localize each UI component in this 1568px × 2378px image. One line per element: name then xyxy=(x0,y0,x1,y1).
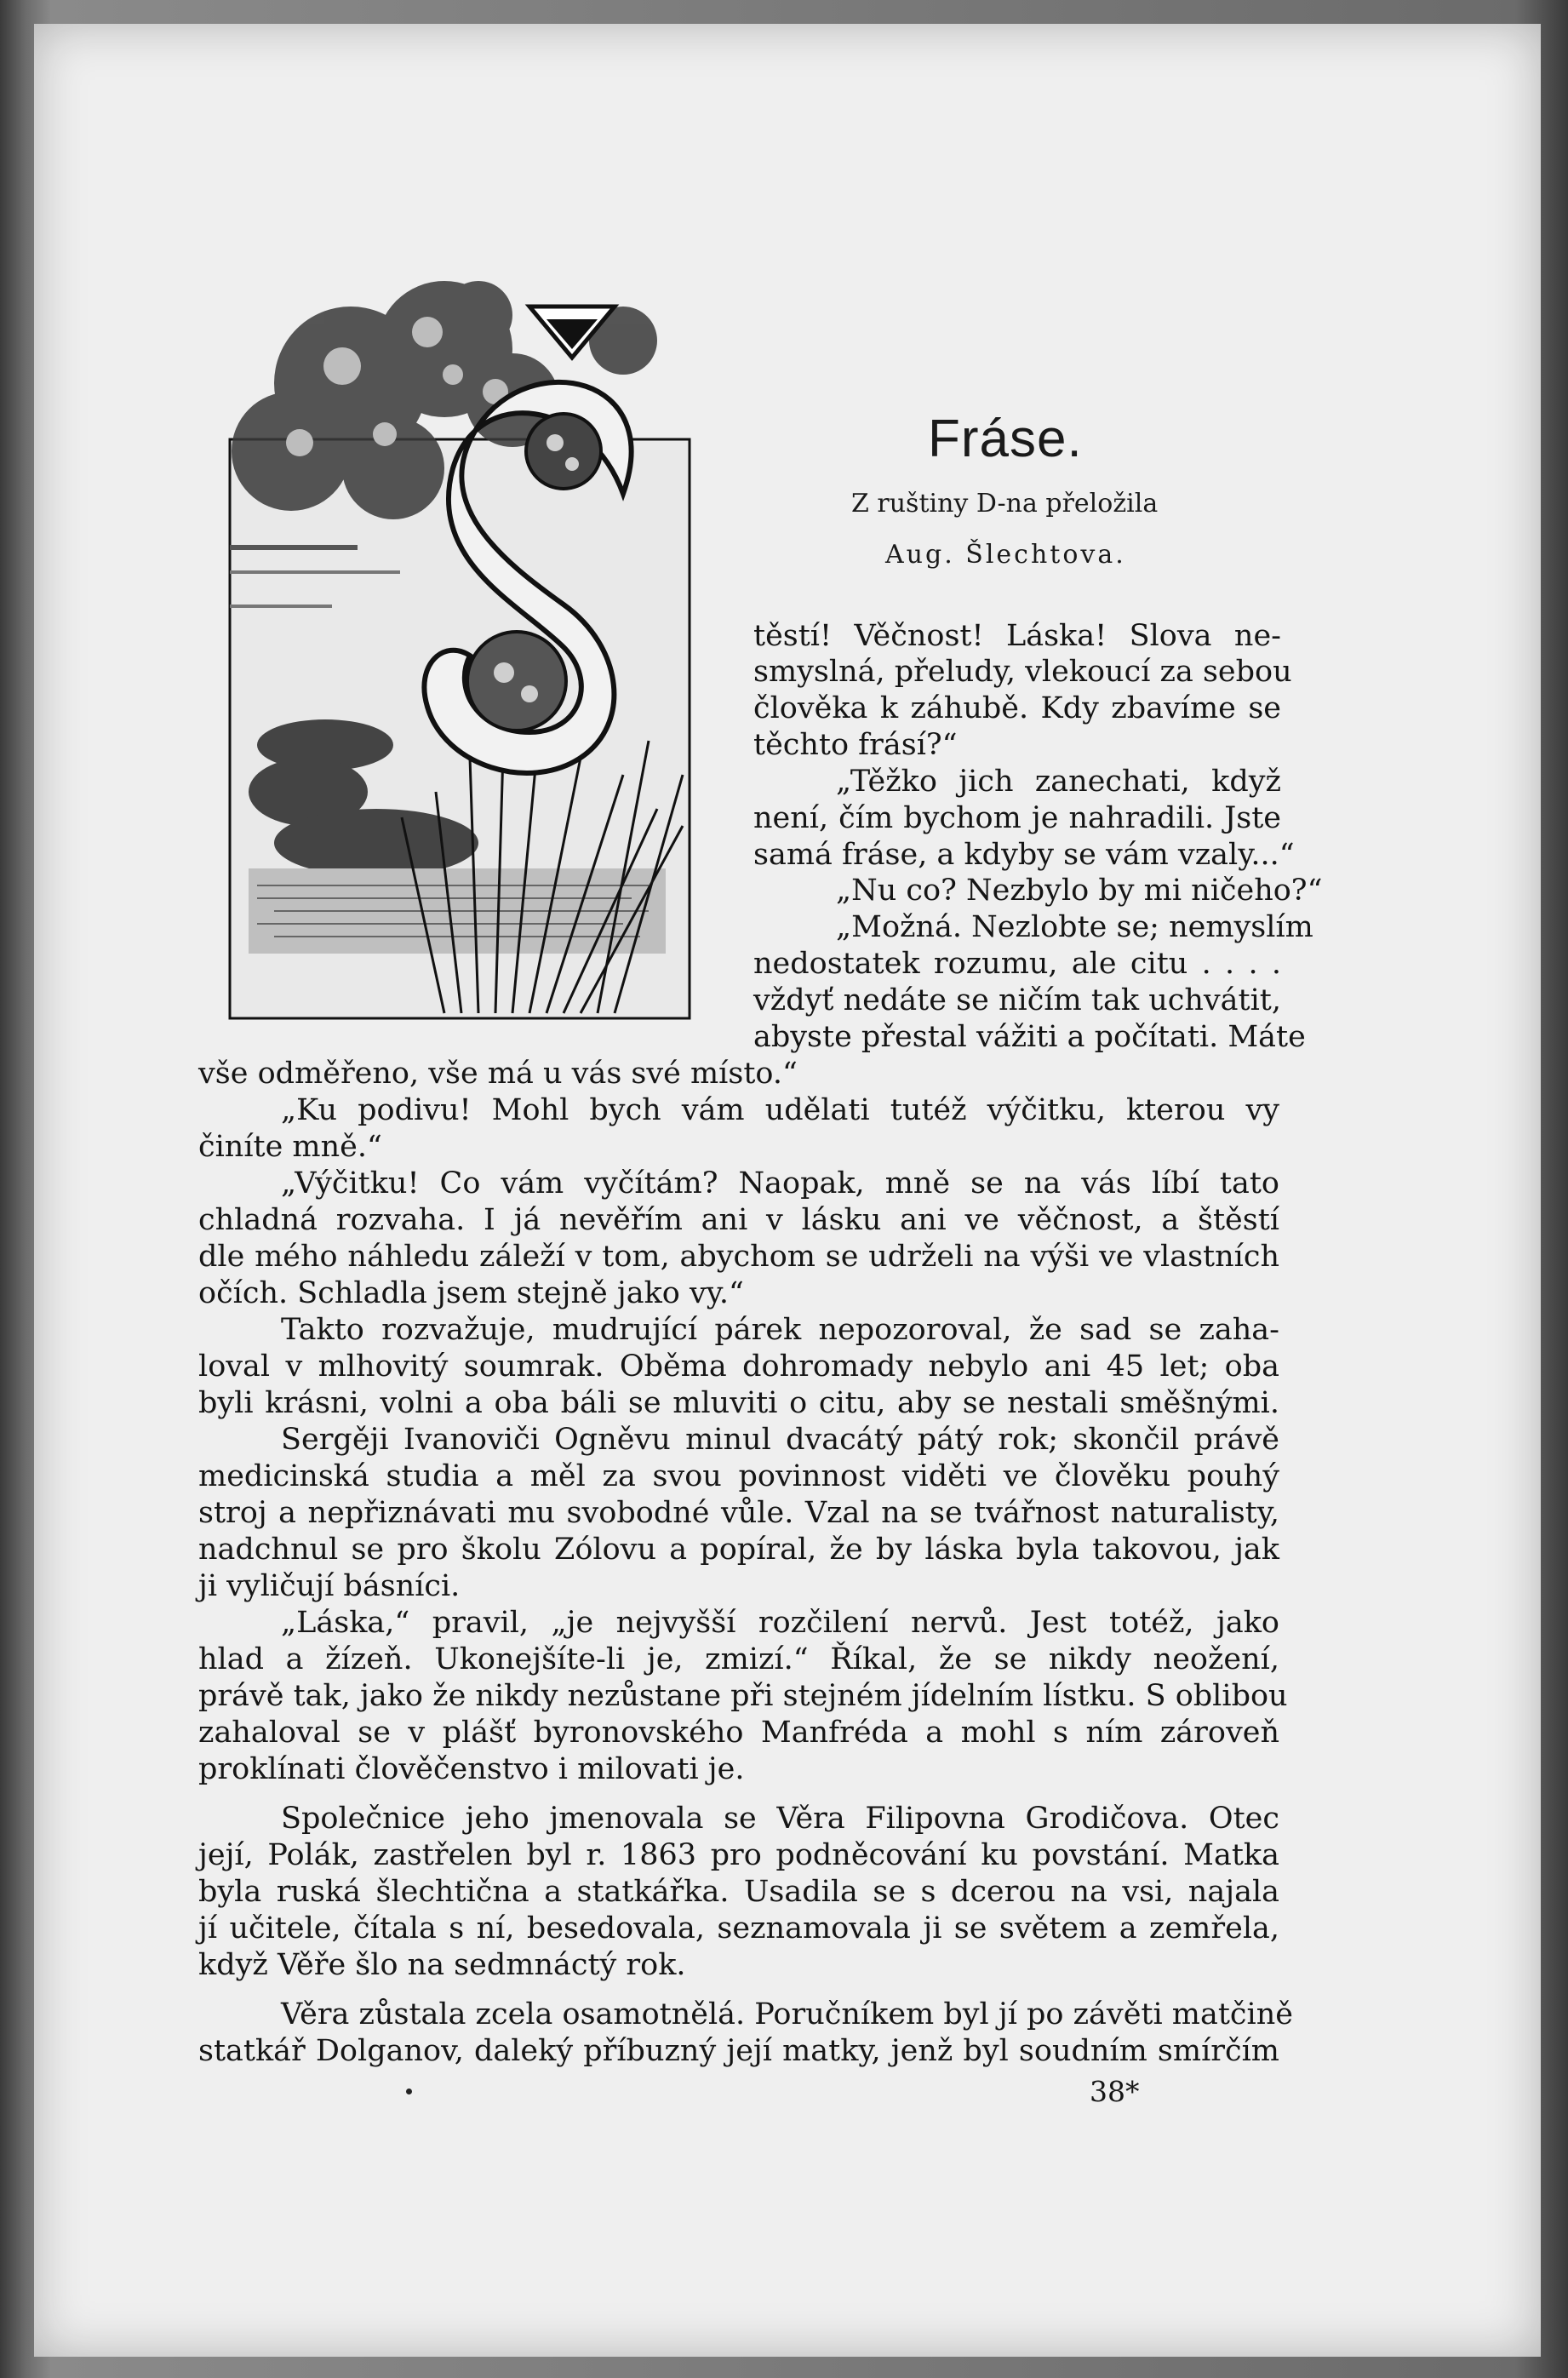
text-line: Věra zůstala zcela osamotnělá. Poručníkem byl jí po závěti matčině xyxy=(281,1997,1293,2031)
text-line: loval v mlhovitý soumrak. Oběma dohromady nebylo ani 45 let; oba xyxy=(198,1349,1279,1384)
text-line: zahaloval se v plášť byronovského Manfréda a mohl s ním zároveň xyxy=(198,1716,1279,1750)
text-line: není, čím bychom je nahradili. Jste xyxy=(753,801,1281,835)
text-line: činíte mně.“ xyxy=(198,1130,382,1164)
text-line: byli krásni, volni a oba báli se mluviti o citu, aby se nestali směšnými. xyxy=(198,1386,1279,1420)
text-line: dle mého náhledu záleží v tom, abychom se udrželi na výši ve vlastních xyxy=(198,1240,1279,1274)
text-line: Společnice jeho jmenovala se Věra Filipovna Grodičova. Otec xyxy=(281,1802,1279,1836)
text-line: Takto rozvažuje, mudrující párek nepozoroval, že sad se zaha- xyxy=(281,1313,1279,1347)
text-line: „Výčitku! Co vám vyčítám? Naopak, mně se na vás líbí tato xyxy=(281,1166,1279,1200)
text-line: statkář Dolganov, daleký příbuzný její matky, jenž byl soudním smírčím xyxy=(198,2034,1279,2068)
printer-dot-mark xyxy=(406,2089,412,2094)
text-line: těstí! Věčnost! Láska! Slova ne- xyxy=(753,619,1281,653)
text-line: právě tak, jako že nikdy nezůstane při stejném jídelním lístku. S oblibou xyxy=(198,1679,1288,1713)
text-line: „Láska,“ pravil, „je nejvyšší rozčilení nervů. Jest totéž, jako xyxy=(281,1606,1279,1640)
text-line: její, Polák, zastřelen byl r. 1863 pro podněcování ku povstání. Matka xyxy=(198,1838,1279,1872)
text-line: abyste přestal vážiti a počítati. Máte xyxy=(753,1020,1306,1054)
text-line: Sergěji Ivanoviči Ogněvu minul dvacátý pátý rok; skončil právě xyxy=(281,1423,1279,1457)
decorative-initial-letter xyxy=(223,281,732,1027)
text-line: vždyť nedáte se ničím tak uchvátit, xyxy=(753,983,1281,1017)
text-line: člověka k záhubě. Kdy zbavíme se xyxy=(753,691,1281,725)
translator-name: Aug. Šlechtova. xyxy=(885,540,1126,570)
text-line: očích. Schladla jsem stejně jako vy.“ xyxy=(198,1276,744,1310)
text-line: samá fráse, a kdyby se vám vzaly...“ xyxy=(753,838,1295,872)
text-line: proklínati člověčenstvo i milovati je. xyxy=(198,1752,745,1786)
text-line: stroj a nepřiznávati mu svobodné vůle. Vzal na se tvářnost naturalisty, xyxy=(198,1496,1279,1530)
text-line: „Nu co? Nezbylo by mi ničeho?“ xyxy=(836,874,1323,908)
text-line: vše odměřeno, vše má u vás své místo.“ xyxy=(198,1057,798,1091)
text-line: když Věře šlo na sedmnáctý rok. xyxy=(198,1948,686,1982)
text-line: chladná rozvaha. I já nevěřím ani v lásku ani ve věčnost, a štěstí xyxy=(198,1203,1279,1237)
text-line: ji vyličují básníci. xyxy=(198,1569,461,1603)
article-title: Fráse. xyxy=(928,410,1083,468)
text-line: byla ruská šlechtična a statkářka. Usadila se s dcerou na vsi, najala xyxy=(198,1875,1279,1909)
page-number: 38* xyxy=(1090,2075,1140,2108)
text-line: smyslná, přeludy, vlekoucí za sebou xyxy=(753,655,1292,689)
text-line: nadchnul se pro školu Zólovu a popíral, že by láska byla takovou, jak xyxy=(198,1533,1279,1567)
article-subtitle: Z ruštiny D-na přeložila xyxy=(851,489,1159,519)
text-line: těchto frásí?“ xyxy=(753,728,958,762)
text-line: jí učitele, čítala s ní, besedovala, seznamovala ji se světem a zemřela, xyxy=(198,1911,1279,1945)
text-line: hlad a žízeň. Ukonejšíte-li je, zmizí.“ Říkal, že se nikdy neožení, xyxy=(198,1642,1279,1676)
text-line: nedostatek rozumu, ale citu . . . . xyxy=(753,947,1281,981)
text-line: medicinská studia a měl za svou povinnost viděti ve člověku pouhý xyxy=(198,1459,1279,1493)
text-line: „Těžko jich zanechati, když xyxy=(836,765,1281,799)
text-line: „Ku podivu! Mohl bych vám udělati tutéž výčitku, kterou vy xyxy=(281,1093,1279,1127)
text-line: „Možná. Nezlobte se; nemyslím xyxy=(836,910,1313,944)
